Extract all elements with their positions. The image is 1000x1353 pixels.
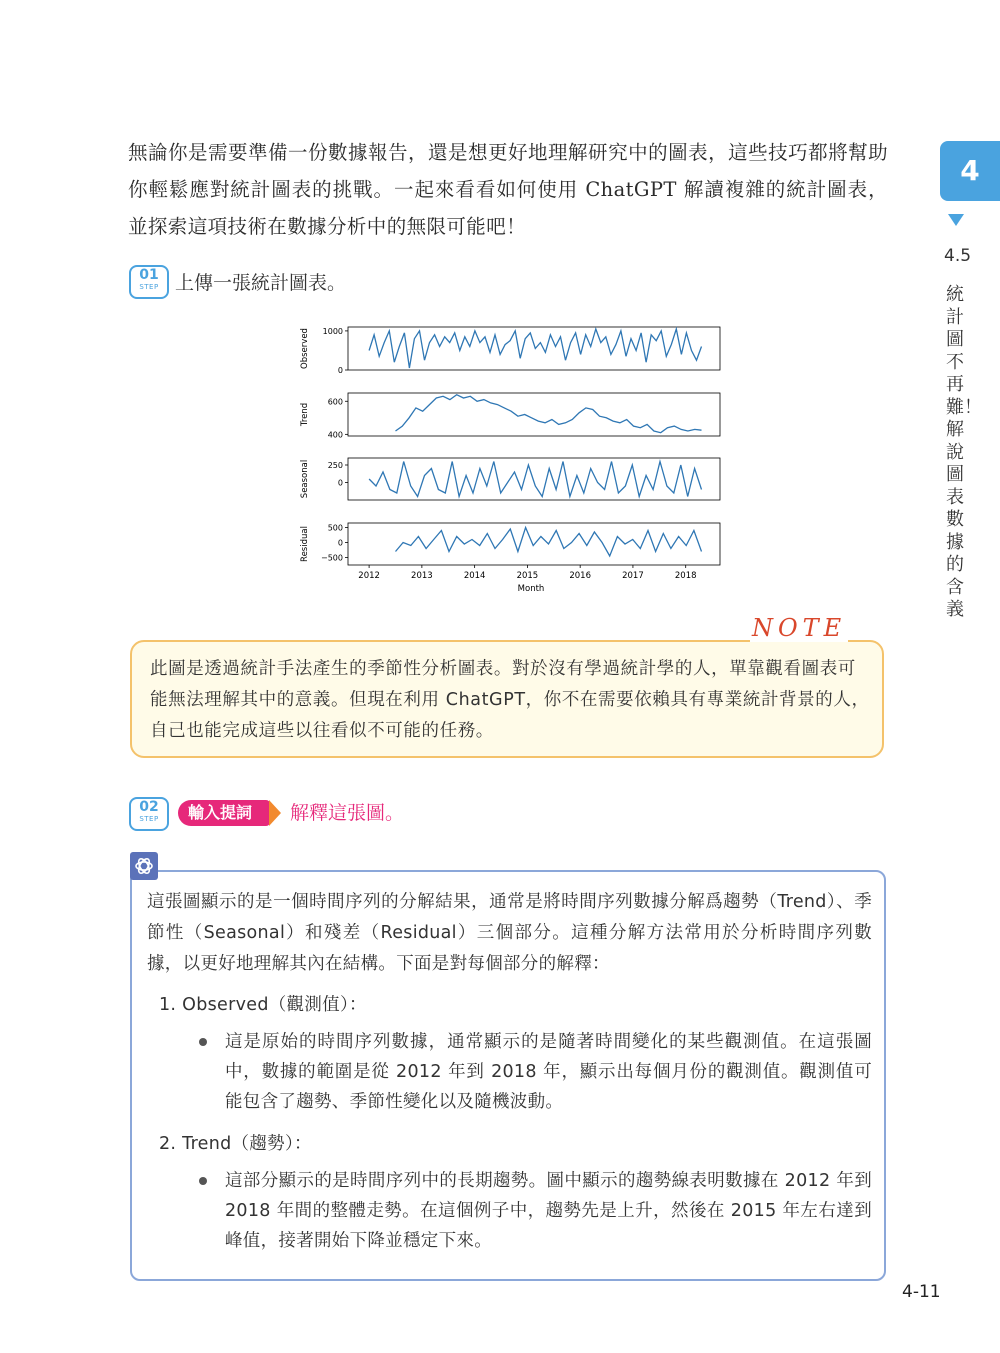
panel-label: Residual xyxy=(300,526,310,562)
y-tick-label: 0 xyxy=(337,478,343,488)
series-line-trend xyxy=(396,395,702,433)
step-label: STEP xyxy=(139,815,159,823)
y-tick-label: −500 xyxy=(321,553,343,563)
series-line-observed xyxy=(369,329,701,368)
step-01-text: 上傳一張統計圖表。 xyxy=(175,272,347,294)
x-axis-label: Month xyxy=(517,584,545,594)
step-02-badge xyxy=(129,797,169,831)
response-intro: 這張圖顯示的是一個時間序列的分解結果，通常是將時間序列數據分解爲趨勢（Trend）、季節性（Seasonal）和殘差（Residual）三個部分。這種分解方法常用於分析時間序列數據，以更好地理解其內在結構。下面是對每個部分的解釋： xyxy=(147,892,872,974)
section-number: 4.5 xyxy=(944,246,972,266)
section-title: 統計圖不再難！解說圖表數據的含義 xyxy=(946,284,982,620)
x-tick-label: 2017 xyxy=(622,571,644,581)
x-tick-label: 2014 xyxy=(463,571,486,581)
chatgpt-logo-icon xyxy=(130,852,158,880)
y-tick-label: 0 xyxy=(337,538,343,548)
step-label: STEP xyxy=(139,283,159,291)
step-number: 01 xyxy=(139,267,159,283)
list-item-text: 這部分顯示的是時間序列中的長期趨勢。圖中顯示的趨勢線表明數據在 2012 年到 2018 年間的整體走勢。在這個例子中，趨勢先是上升，然後在 2015 年左右達到峰值，接著開始下降並穩定下來。 xyxy=(225,1171,872,1251)
panel-label: Seasonal xyxy=(300,459,310,499)
response-list-trend xyxy=(147,1166,872,1256)
step-01-badge xyxy=(129,265,169,299)
y-tick-label: 250 xyxy=(327,461,343,470)
list-item xyxy=(225,1166,872,1256)
response-content xyxy=(147,887,872,1256)
note-text: 此圖是透過統計手法產生的季節性分析圖表。對於沒有學過統計學的人，單靠觀看圖表可能無法理解其中的意義。但現在利用 ChatGPT，你不在需要依賴具有專業統計背景的人，自己也能完成這些以往看似不可能的任務。 xyxy=(150,659,870,741)
x-tick-label: 2015 xyxy=(516,571,539,581)
x-tick-label: 2012 xyxy=(358,571,380,581)
y-tick-label: 0 xyxy=(337,366,343,375)
y-tick-label: 600 xyxy=(327,397,343,407)
y-tick-label: 400 xyxy=(327,430,343,440)
series-line-seasonal xyxy=(369,462,701,497)
prompt-label: 輸入提詞 xyxy=(178,800,270,826)
prompt-arrow-icon xyxy=(269,800,281,826)
panel-label: Observed xyxy=(300,328,310,369)
chapter-tab: 4 xyxy=(940,141,1000,201)
intro-paragraph: 無論你是需要準備一份數據報告，還是想更好地理解研究中的圖表，這些技巧都將幫助你輕鬆應對統計圖表的挑戰。一起來看看如何使用 ChatGPT 解讀複雜的統計圖表，並探索這項技術在數據分析中的無限可能吧！ xyxy=(128,141,888,238)
panel-frame xyxy=(348,458,720,500)
page-number: 4-11 xyxy=(902,1282,941,1302)
panel-label: Trend xyxy=(300,402,310,427)
bullet-icon xyxy=(199,1038,207,1046)
note-title: NOTE xyxy=(752,614,847,642)
list-item-text: 這是原始的時間序列數據，通常顯示的是隨著時間變化的某些觀測值。在這張圖中，數據的範圍是從 2012 年到 2018 年，顯示出每個月份的觀測值。觀測值可能包含了趨勢、季節性變化以及隨機波動。 xyxy=(225,1032,872,1112)
response-list-observed xyxy=(147,1027,872,1117)
response-item-trend: 2. Trend（趨勢）： xyxy=(159,1134,312,1154)
decomposition-chart xyxy=(290,320,730,605)
x-tick-label: 2018 xyxy=(674,571,697,581)
bullet-icon xyxy=(199,1177,207,1185)
series-line-residual xyxy=(396,528,702,557)
step-number: 02 xyxy=(139,799,159,815)
x-tick-label: 2016 xyxy=(569,571,591,581)
y-tick-label: 1000 xyxy=(322,326,343,336)
prompt-text: 解釋這張圖。 xyxy=(290,802,405,824)
list-item xyxy=(225,1027,872,1117)
x-tick-label: 2013 xyxy=(411,571,433,581)
response-item-observed: 1. Observed（觀測值）： xyxy=(159,995,367,1015)
y-tick-label: 500 xyxy=(327,523,343,533)
chapter-triangle-icon xyxy=(948,214,964,226)
